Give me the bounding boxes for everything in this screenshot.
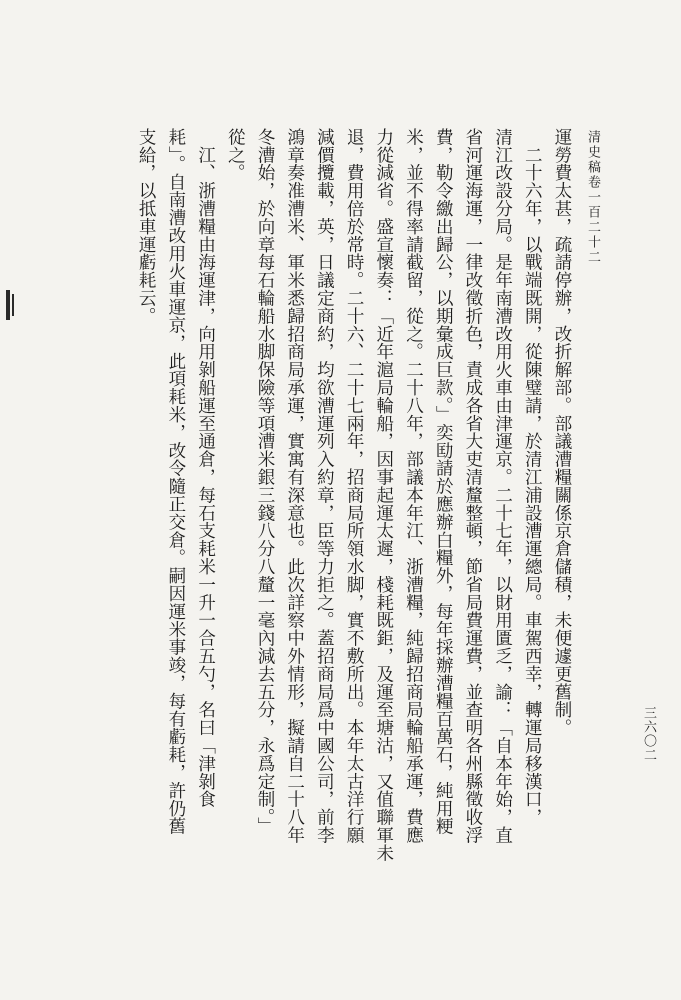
page-number: 三六〇二: [641, 706, 656, 762]
binding-mark: [6, 290, 10, 320]
running-title: 清史稿卷一百二十二: [585, 130, 600, 265]
body-text: 運勞費太甚，疏請停辦，改折解部。部議漕糧關係京倉儲積，未便遽更舊制。 二十六年，以戰端既開，從陳璧請，於清江浦設漕運總局。車駕西幸，轉運局移漢口， 清江改設分局。是年南漕改用火車由津運京。二十七年，以財用匱乏，諭：「自本年始，直 省河運海運，一律改徵折色，責成各省大吏清釐整頓，節省局費運費，並查明各州縣徵收浮 費，勒令繳出歸公，以期彙成巨款。」奕劻請於應辦白糧外，每年採辦漕糧百萬石，純用粳 米，並不得率請截留，從之。二十八年，部議本年江、浙漕糧，純歸招商局輪船承運，費應 力從減省。盛宣懷奏：「近年滬局輪船，因事起運太遲，棧耗既鉅，及運至塘沽，又值聯軍未 退，費用倍於常時。二十六、二十七兩年，招商局所領水脚，實不敷所出。本年太古洋行願 減價攬載，英，日議定商約，均欲漕運列入約章，臣等力拒之。蓋招商局爲中國公司，前李 鴻章奏准漕米、軍米悉歸招商局承運，實寓有深意也。此次詳察中外情形，擬請自二十八年 冬漕始，於向章每石輪船水脚保險等項漕米銀三錢八分八釐一毫內減去五分，永爲定制。」 從之。 江、浙漕糧由海運津，向用剝船運至通倉，每石支耗米一升一合五勺，名曰「津剝食 耗」。自南漕改用火車運京，此項耗米，改令隨正交倉。嗣因運米事竣，每有虧耗，許仍舊 支給，以抵車運虧耗云。: [136, 128, 572, 862]
binding-mark: [12, 294, 14, 316]
